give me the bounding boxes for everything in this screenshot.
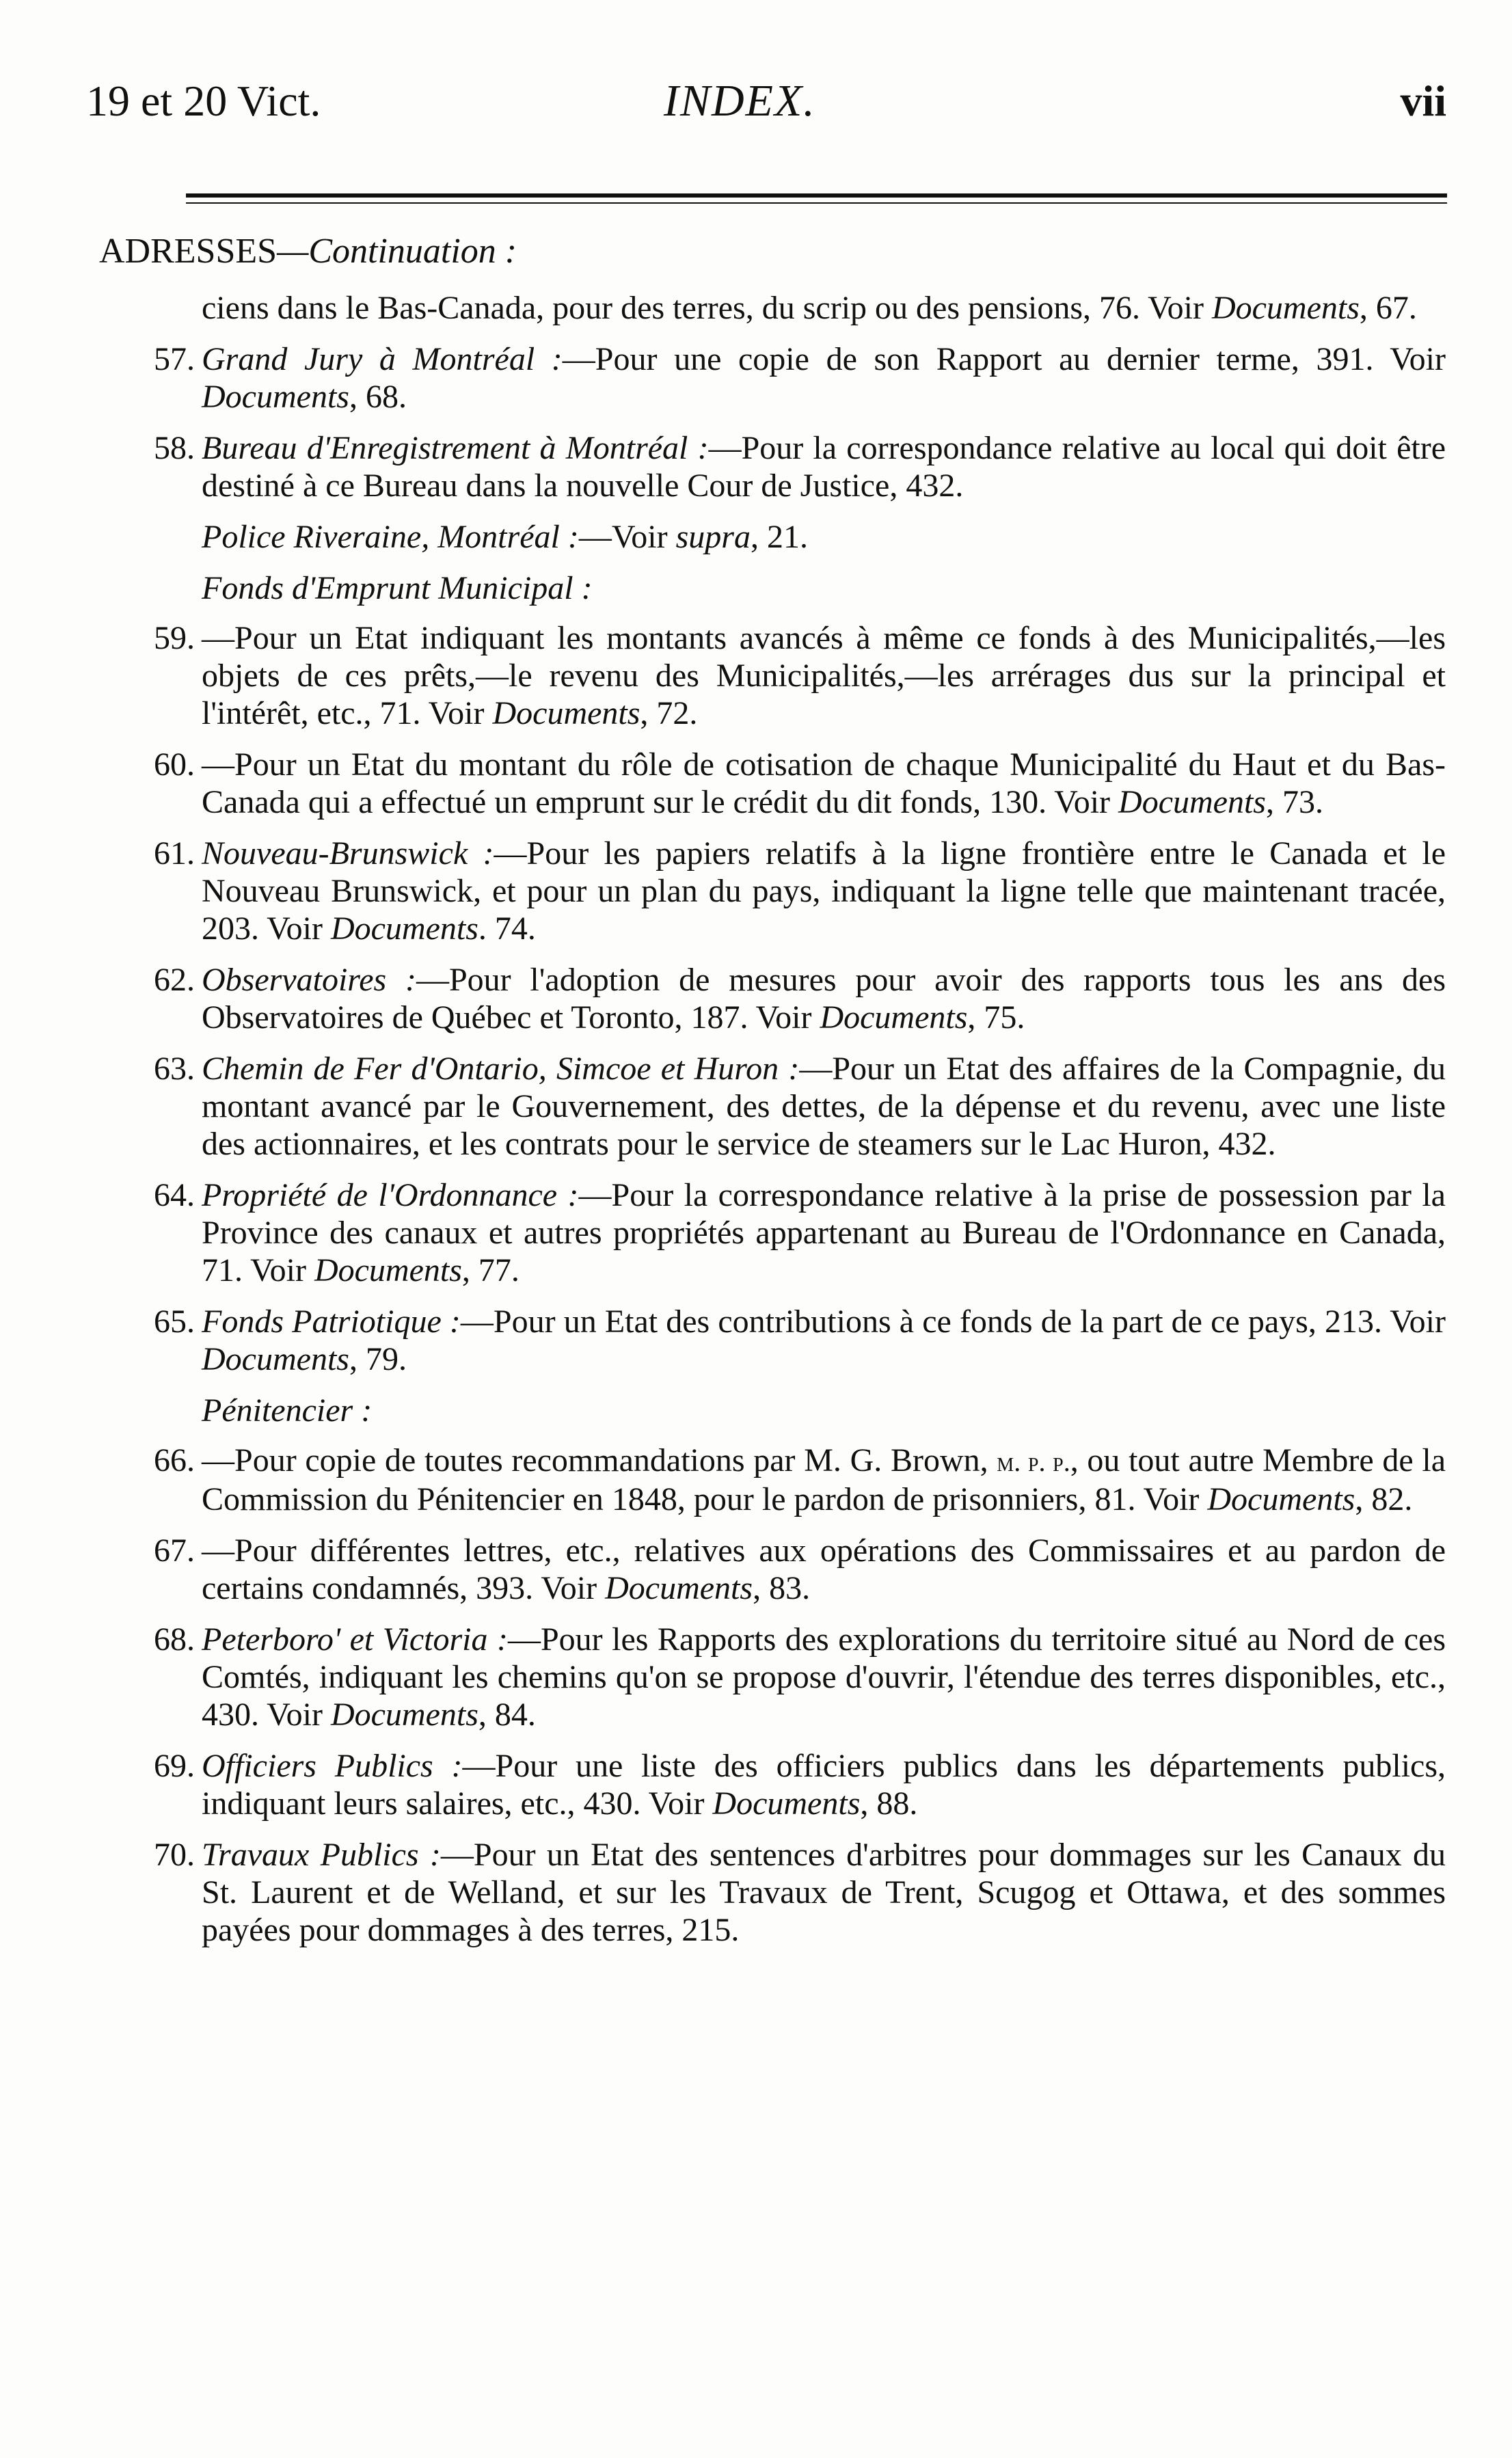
index-entry [99,1621,1446,1733]
entry-text: Documents [330,1697,478,1733]
header-title: INDEX. [664,76,816,126]
entry-number: 62. [154,962,195,998]
entry-text: —Pour un Etat des contributions à ce fonds de la part de ce pays, 213. Voir [460,1304,1446,1340]
entry-text: Peterboro' et Victoria : [202,1621,508,1658]
entry-text: —Pour les papiers relatifs à la ligne frontière entre le Canada et le Nouveau Brunswick, et pour un plan du pays, indiquant la ligne telle que maintenant tracée, 203. Voir [202,835,1446,947]
entry-text: , 79. [349,1341,407,1377]
entry-text: Grand Jury à Montréal : [202,341,563,377]
entry-text: —Pour les Rapports des explorations du territoire situé au Nord de ces Comtés, indiquant les chemins qu'on se propose d'ouvrir, l'étendue des terres disponibles, etc., 430. Voir [202,1621,1446,1733]
entry-text: , 68. [349,379,407,415]
index-entry [99,1442,1446,1518]
index-entry [99,1532,1446,1607]
entry-text: , 21. [750,519,808,555]
entry-text: Documents [330,910,478,947]
entry-list [99,289,1446,1949]
entry-number: 59. [154,620,195,656]
entry-number: 57. [154,341,195,377]
header-rule-thick [186,193,1447,198]
entry-text: —Pour la correspondance relative à la prise de possession par la Province des canaux et autres propriétés appartenant au Bureau de l'Ordonnance en Canada, 71. Voir [202,1177,1446,1288]
entry-text: m. p. p. [997,1446,1070,1477]
entry-text: Documents [1207,1481,1355,1517]
entry-text: —Pour différentes lettres, etc., relatives aux opérations des Commissaires et au pardon de certains condamnés, 393. Voir [202,1532,1446,1606]
entry-number: 67. [154,1532,195,1569]
entry-text: Documents [712,1785,861,1822]
entry-text: , 77. [461,1252,519,1288]
index-entry [99,289,1446,327]
entry-text: —Pour la correspondance relative au local qui doit être destiné à ce Bureau dans la nouvelle Cour de Justice, 432. [202,430,1446,504]
entry-text: Documents [1118,784,1266,820]
header-page-number: vii [1400,77,1446,125]
entry-number: 58. [154,430,195,466]
entry-text: Nouveau-Brunswick : [202,835,494,872]
index-entry [99,1176,1446,1289]
entry-text: —Voir [578,519,676,555]
entry-text: Documents [492,695,640,731]
entry-text: Fonds Patriotique : [202,1304,461,1340]
entry-text: —Pour une liste des officiers publics dans les départements publics, indiquant leurs salaires, etc., 430. Voir [202,1748,1446,1822]
entry-text: —Pour un Etat des sentences d'arbitres pour dommages sur les Canaux du St. Laurent et de Welland, et sur les Travaux de Trent, Scugog et Ottawa, et des sommes payées pour dommages à des terres, 215. [202,1837,1446,1948]
entry-text: Propriété de l'Ordonnance : [202,1177,579,1213]
entry-text: Fonds d'Emprunt Municipal : [202,570,593,606]
index-entry [99,1836,1446,1949]
page-header [86,76,1446,144]
entry-text: , 67. [1359,290,1417,326]
entry-text: , 73. [1265,784,1323,820]
entry-text: , 72. [640,695,698,731]
entry-text: Pénitencier : [202,1392,373,1429]
header-rule-thin [186,202,1447,204]
entry-text: —Pour l'adoption de mesures pour avoir des rapports tous les ans des Observatoires de Québec et Toronto, 187. Voir [202,962,1446,1036]
entry-number: 66. [154,1442,195,1478]
entry-text: Police Riveraine, Montréal : [202,519,579,555]
entry-text: Observatoires : [202,962,416,998]
index-entry [99,961,1446,1036]
section-continuation: —Continuation : [277,232,517,271]
entry-text: , 88. [860,1785,918,1822]
entry-text: Documents [314,1252,462,1288]
index-entry [99,746,1446,821]
entry-text: —Pour une copie de son Rapport au dernier terme, 391. Voir [562,341,1446,377]
entry-number: 60. [154,746,195,783]
entry-text: , 84. [478,1697,536,1733]
entry-text: ciens dans le Bas-Canada, pour des terres, du scrip ou des pensions, 76. Voir [202,290,1212,326]
section-title: ADRESSES [99,232,278,271]
index-entry [99,340,1446,416]
entry-text: —Pour copie de toutes recommandations par M. G. Brown, [202,1442,997,1478]
entry-number: 64. [154,1177,195,1213]
header-session: 19 et 20 Vict. [86,77,321,125]
index-entry [99,835,1446,947]
entry-text: , 83. [753,1570,811,1606]
entry-number: 63. [154,1051,195,1087]
entry-text: —Pour un Etat des affaires de la Compagnie, du montant avancé par le Gouvernement, des dettes, de la dépense et du revenu, avec une liste des actionnaires, et les contrats pour le service de steamers sur le Lac Huron, 432. [202,1051,1446,1162]
index-entry [99,429,1446,504]
entry-text: Documents [1211,290,1360,326]
entry-text: . 74. [478,910,536,947]
index-entry [99,619,1446,732]
index-entry [99,518,1446,556]
entry-text: supra [675,519,751,555]
index-subheading [99,569,1446,607]
entry-number: 70. [154,1837,195,1873]
entry-number: 61. [154,835,195,872]
index-content [99,232,1446,1962]
entry-text: —Pour un Etat du montant du rôle de cotisation de chaque Municipalité du Haut et du Bas-Canada qui a effectué un emprunt sur le crédit du dit fonds, 130. Voir [202,746,1446,820]
entry-text: , 82. [1355,1481,1413,1517]
index-entry [99,1303,1446,1378]
entry-text: Documents [820,999,968,1036]
entry-text: Documents [202,1341,349,1377]
entry-text: Travaux Publics : [202,1837,441,1873]
entry-text: Chemin de Fer d'Ontario, Simcoe et Huron : [202,1051,800,1087]
entry-number: 69. [154,1748,195,1784]
entry-text: Documents [605,1570,753,1606]
index-entry [99,1050,1446,1163]
entry-number: 65. [154,1304,195,1340]
index-entry [99,1747,1446,1822]
entry-text: Officiers Publics : [202,1748,463,1784]
entry-text: —Pour un Etat indiquant les montants avancés à même ce fonds à des Municipalités,—les objets de ces prêts,—le revenu des Municipalités,—les arrérages dus sur la principal et l'intérêt, etc., 71. Voir [202,620,1446,731]
index-subheading [99,1392,1446,1429]
entry-text: Documents [202,379,349,415]
entry-number: 68. [154,1621,195,1658]
entry-text: , 75. [967,999,1025,1036]
entry-text: , ou tout autre Membre de la Commission du Pénitencier en 1848, pour le pardon de prisonniers, 81. Voir [202,1442,1446,1517]
entry-text: Bureau d'Enregistrement à Montréal : [202,430,709,466]
section-heading [99,232,1446,270]
